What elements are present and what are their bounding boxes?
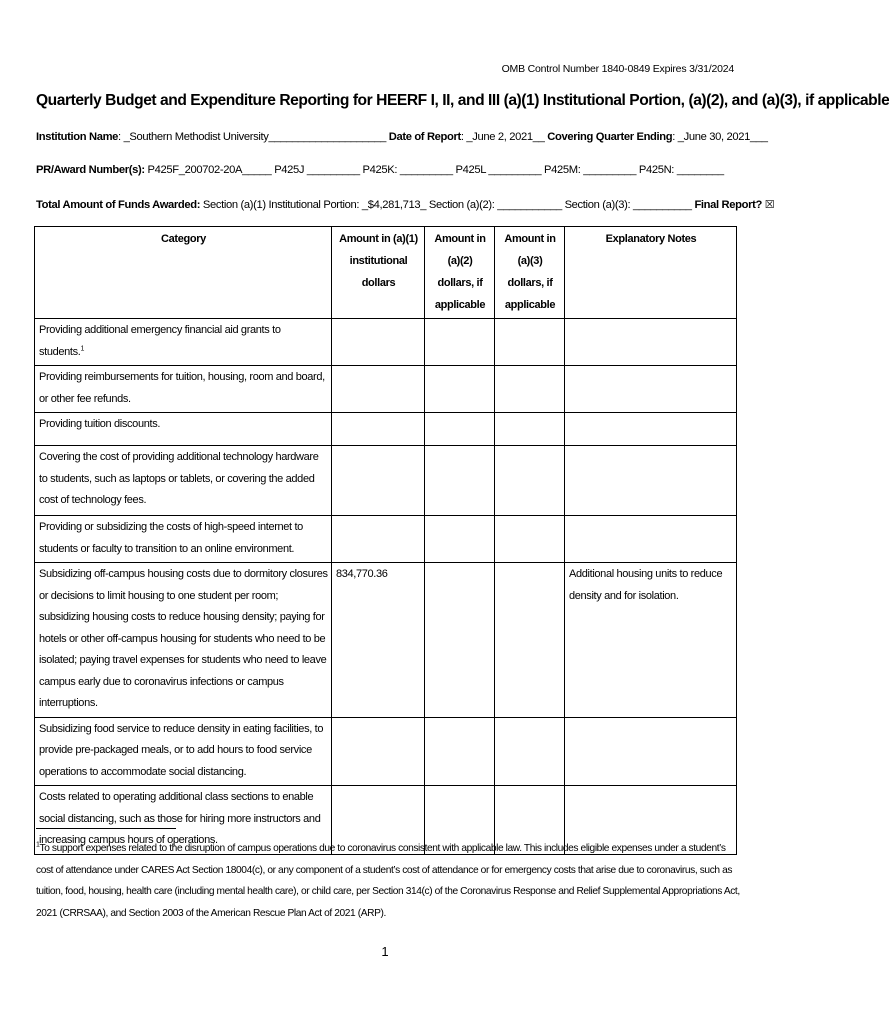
notes-cell[interactable] [565,366,737,413]
table-row [35,413,737,446]
amount-a1-cell[interactable] [332,446,425,516]
amount-a1-cell[interactable] [332,366,425,413]
final-report-label: Final Report? [694,199,762,211]
amount-a3-cell[interactable] [495,563,565,718]
amount-a1-cell[interactable] [332,413,425,446]
amount-a3-cell[interactable] [495,446,565,516]
table-row [35,516,737,563]
amount-a2-cell[interactable] [425,563,495,718]
notes-cell[interactable] [565,516,737,563]
footnote-ref: 1 [80,344,85,352]
covering-quarter-value: : _June 30, 2021___ [672,131,768,143]
amount-a1-cell[interactable]: 834,770.36 [332,563,425,718]
table-row [35,319,737,366]
footnote-text: To support expenses related to the disruption of campus operations due to coronavirus consistent with applicable law. This includes eligible expenses under a student’s cost of attendance under CARES Act Section 18004(c), or any component of a student’s cost of attendance or for emergency costs that arise due to coronavirus, such as tuition, food, housing, health care (including mental health care), or child care, per Section 314(c) of the Coronavirus Response and Relief Supplemental Appropriations Act, 2021 (CRRSAA), and Section 2003 of the American Rescue Plan Act of 2021 (ARP). [36,843,740,920]
covering-quarter-label: Covering Quarter Ending [547,131,673,143]
amount-a3-cell[interactable] [495,413,565,446]
amount-a2-cell[interactable] [425,413,495,446]
table-row [35,366,737,413]
page-title: Quarterly Budget and Expenditure Reporting for HEERF I, II, and III (a)(1) Institutional Portion, (a)(2), and (a)(3), if applicable [36,92,889,109]
omb-control-number: OMB Control Number 1840-0849 Expires 3/31/2024 [501,63,734,75]
header-amount-a2: Amount in (a)(2) dollars, if applicable [425,227,495,319]
amount-a2-cell[interactable] [425,717,495,786]
notes-cell[interactable] [565,413,737,446]
table-row [35,717,737,786]
table-row [35,446,737,516]
footnote [36,838,741,925]
category-cell [35,319,332,366]
date-of-report-label: Date of Report [388,131,461,143]
award-number-value: P425F_200702-20A_____ P425J _________ P425K: _________ P425L _________ P425M: _________ P425N: ________ [144,164,724,176]
category-text: Providing additional emergency financial aid grants to students. [39,324,281,358]
category-cell: Subsidizing off-campus housing costs due to dormitory closures or decisions to limit housing to one student per room; subsidizing housing costs to reduce housing density; paying for hotels or other off-campus housing for students who need to be isolated; paying travel expenses for students who need to leave campus early due to coronavirus infections or campus interruptions. [35,563,332,718]
notes-cell[interactable] [565,319,737,366]
category-cell: Providing reimbursements for tuition, housing, room and board, or other fee refunds. [35,366,332,413]
amount-a2-cell[interactable] [425,446,495,516]
expenditure-table [34,226,737,855]
funds-line [36,198,774,211]
final-report-checkbox[interactable]: ☒ [764,199,775,211]
amount-a1-cell[interactable] [332,516,425,563]
amount-a2-cell[interactable] [425,516,495,563]
header-explanatory-notes: Explanatory Notes [565,227,737,319]
footnote-number: 1 [36,841,40,849]
total-funds-label: Total Amount of Funds Awarded: [36,199,201,211]
amount-a1-cell[interactable] [332,717,425,786]
header-amount-a1: Amount in (a)(1) institutional dollars [332,227,425,319]
amount-a1-cell[interactable] [332,319,425,366]
amount-a3-cell[interactable] [495,516,565,563]
amount-a3-cell[interactable] [495,366,565,413]
category-cell: Providing tuition discounts. [35,413,332,446]
category-cell: Costs related to operating additional class sections to enable social distancing, such as those for hiring more instructors and increasing campus hours of operations. [35,786,332,855]
institution-name-label: Institution Name [36,131,119,143]
footnote-divider [36,828,176,829]
notes-cell[interactable]: Additional housing units to reduce density and for isolation. [565,563,737,718]
category-cell: Subsidizing food service to reduce density in eating facilities, to provide pre-packaged meals, or to add hours to food service operations to accommodate social distancing. [35,717,332,786]
institution-name-value: : _Southern Methodist University____________________ [118,131,389,143]
amount-a2-cell[interactable] [425,366,495,413]
table-row [35,563,737,718]
amount-a2-cell[interactable] [425,319,495,366]
header-amount-a3: Amount in (a)(3) dollars, if applicable [495,227,565,319]
category-cell: Providing or subsidizing the costs of high-speed internet to students or faculty to transition to an online environment. [35,516,332,563]
notes-cell[interactable] [565,446,737,516]
table-header-row [35,227,737,319]
header-category: Category [35,227,332,319]
notes-cell[interactable] [565,717,737,786]
award-line [36,164,724,176]
institution-line [36,131,768,143]
date-of-report-value: : _June 2, 2021__ [460,131,548,143]
page-number: 1 [381,944,389,959]
category-cell: Covering the cost of providing additional technology hardware to students, such as laptops or tablets, or covering the added cost of technology fees. [35,446,332,516]
award-number-label: PR/Award Number(s): [36,164,145,176]
total-funds-value: Section (a)(1) Institutional Portion: _$4,281,713_ Section (a)(2): ___________ Section (a)(3): __________ [200,199,695,211]
amount-a3-cell[interactable] [495,319,565,366]
amount-a3-cell[interactable] [495,717,565,786]
